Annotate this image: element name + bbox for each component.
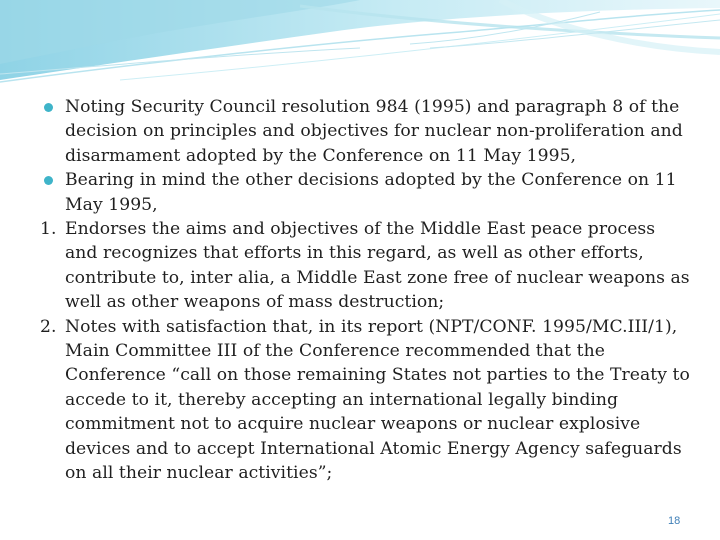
paragraph-text: Endorses the aims and objectives of the Middle East peace process and recognizes that efforts in this regard, as well as other efforts, contribute to, inter alia, a Middle East zone free of nuclear weapons as well as other weapons of mass destruction; bbox=[65, 219, 690, 313]
paragraph-text: Noting Security Council resolution 984 (1995) and paragraph 8 of the decision on principles and objectives for nuclear non-proliferation and disarmament adopted by the Conference on 11 May 1995, bbox=[65, 97, 683, 166]
paragraph-noting bbox=[40, 95, 690, 168]
item-number: 1. bbox=[40, 219, 57, 240]
slide-body bbox=[40, 95, 690, 486]
page-number: 18 bbox=[668, 515, 681, 527]
bullet-icon bbox=[44, 176, 53, 185]
paragraph-text: Notes with satisfaction that, in its report (NPT/CONF. 1995/MC.III/1), Main Committee III of the Conference recommended that the Conference “call on those remaining States not parties to the Treaty to accede to it, thereby accepting an international legally binding commitment not to acquire nuclear weapons or nuclear explosive devices and to accept International Atomic Energy Agency safeguards on all their nuclear activities”; bbox=[65, 316, 690, 484]
bullet-icon bbox=[44, 103, 53, 112]
paragraph-item-2 bbox=[40, 315, 690, 486]
paragraph-item-1 bbox=[40, 217, 690, 315]
header-wave-decoration bbox=[0, 0, 720, 100]
paragraph-text: Bearing in mind the other decisions adopted by the Conference on 11 May 1995, bbox=[65, 170, 677, 215]
item-number: 2. bbox=[40, 316, 57, 337]
paragraph-bearing bbox=[40, 168, 690, 217]
